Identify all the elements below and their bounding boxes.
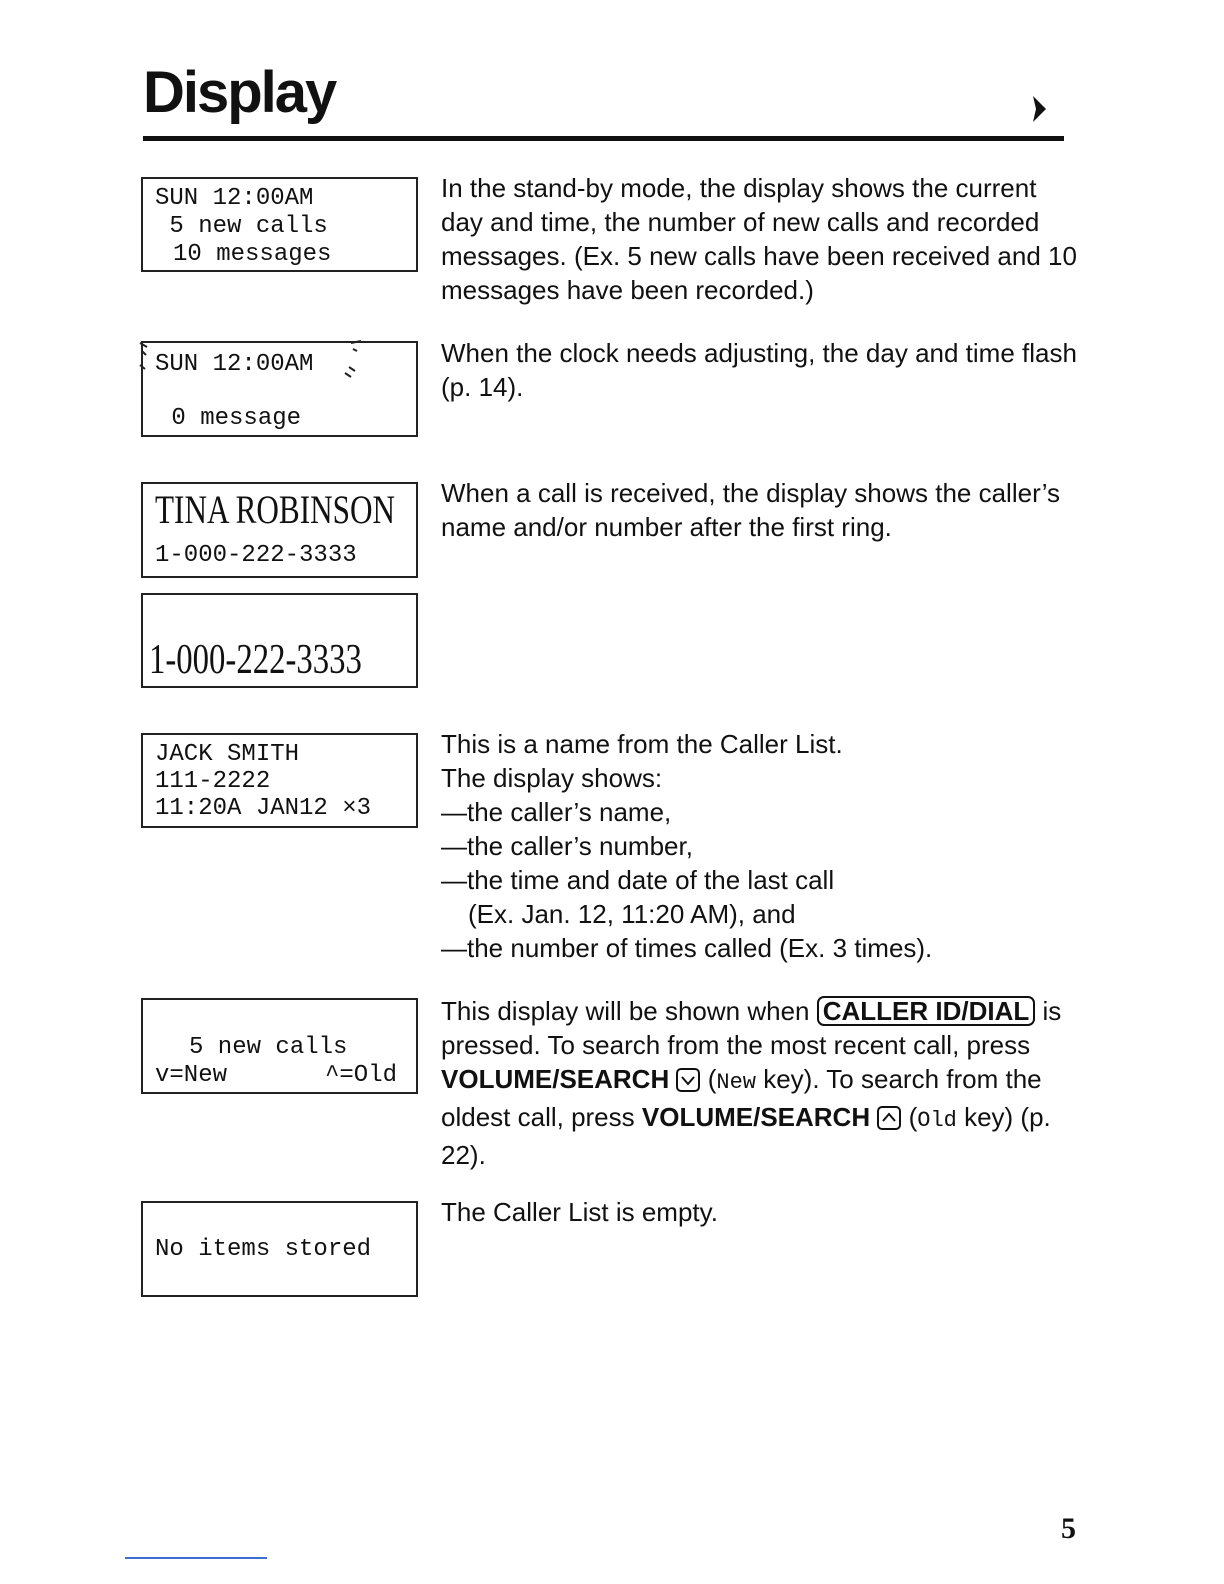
down-key-icon [676, 1068, 700, 1092]
lcd-clock-flash [141, 341, 418, 437]
lcd-caller-name: TINA ROBINSON [155, 487, 396, 532]
search-description [441, 994, 1081, 1172]
description-text: When a call is received, the display shows the caller’s name and/or number after the first ring. [441, 478, 1060, 542]
description-text: is pressed. To search from the most recent call, press [441, 996, 1062, 1060]
caller-id-dial-key: CALLER ID/DIAL [817, 996, 1036, 1026]
description-text: In the stand-by mode, the display shows the current day and time, the number of new calls and recorded messages. (Ex. 5 new calls have been received and 10 messages have been recorded.) [441, 173, 1077, 305]
description-text: key) (p. 22). [441, 1102, 1051, 1170]
description-text: This display will be shown when CALLER ID/DIAL is pressed. To search from the most recent call, press VOLUME/SEARCH (New key). To search from the oldest call, press VOLUME/SEARCH (Old key) (p. 22). [441, 996, 1062, 1170]
empty-list-description [441, 1195, 1081, 1229]
lcd-line: No items stored [155, 1236, 372, 1263]
title-rule [143, 136, 1064, 141]
caller-list-description [441, 727, 1081, 965]
footer-rule [125, 1557, 267, 1559]
lcd-empty-list [141, 1201, 418, 1297]
page-title: Display [143, 60, 336, 125]
volume-search-label: VOLUME/SEARCH [441, 1064, 670, 1094]
description-text: The Caller List is empty. [441, 1197, 718, 1227]
lcd-line: ^=Old [325, 1062, 398, 1089]
continue-arrow-icon [1030, 94, 1048, 124]
lcd-line: JACK SMITH [155, 741, 300, 768]
lcd-line: SUN 12:00AM [155, 351, 314, 378]
old-key-label: Old [917, 1108, 957, 1133]
lcd-caller-number: 1-000-222-3333 [149, 637, 362, 683]
new-key-label: New [716, 1070, 756, 1095]
lcd-line: 111-2222 [155, 768, 271, 795]
description-line: —the number of times called (Ex. 3 times). [441, 933, 933, 963]
flash-indicator-icon [339, 339, 365, 379]
lcd-line: 0 message [157, 405, 302, 432]
clock-description [441, 336, 1081, 404]
lcd-line: SUN 12:00AM [155, 185, 314, 212]
lcd-caller-list-entry [141, 733, 418, 828]
description-line: (Ex. Jan. 12, 11:20 AM), and [468, 899, 796, 929]
lcd-line: 10 messages [173, 241, 332, 268]
description-line: —the caller’s number, [441, 831, 693, 861]
flash-indicator-icon [137, 339, 151, 373]
lcd-caller-number: 1-000-222-3333 [155, 542, 357, 569]
lcd-line: 5 new calls [189, 1034, 348, 1061]
standby-description [441, 171, 1081, 307]
description-line: The display shows: [441, 763, 663, 793]
lcd-line: v=New [155, 1062, 228, 1089]
lcd-line: 5 new calls [155, 213, 328, 240]
description-text: This display will be shown when [441, 996, 817, 1026]
description-text: When the clock needs adjusting, the day and time flash (p. 14). [441, 338, 1077, 402]
incoming-call-description [441, 476, 1081, 544]
up-key-icon [877, 1106, 901, 1130]
lcd-incoming-call [141, 482, 418, 578]
lcd-standby [141, 177, 418, 272]
page-number: 5 [1061, 1512, 1076, 1545]
description-line: This is a name from the Caller List. [441, 729, 843, 759]
lcd-search-prompt [141, 998, 418, 1094]
description-text: key). To search from the oldest call, press [441, 1064, 1042, 1132]
description-line: —the time and date of the last call [441, 865, 835, 895]
volume-search-label: VOLUME/SEARCH [641, 1102, 871, 1132]
lcd-number-only [141, 593, 418, 688]
lcd-line: 11:20A JAN12 ×3 [155, 795, 372, 822]
description-line: —the caller’s name, [441, 797, 672, 827]
